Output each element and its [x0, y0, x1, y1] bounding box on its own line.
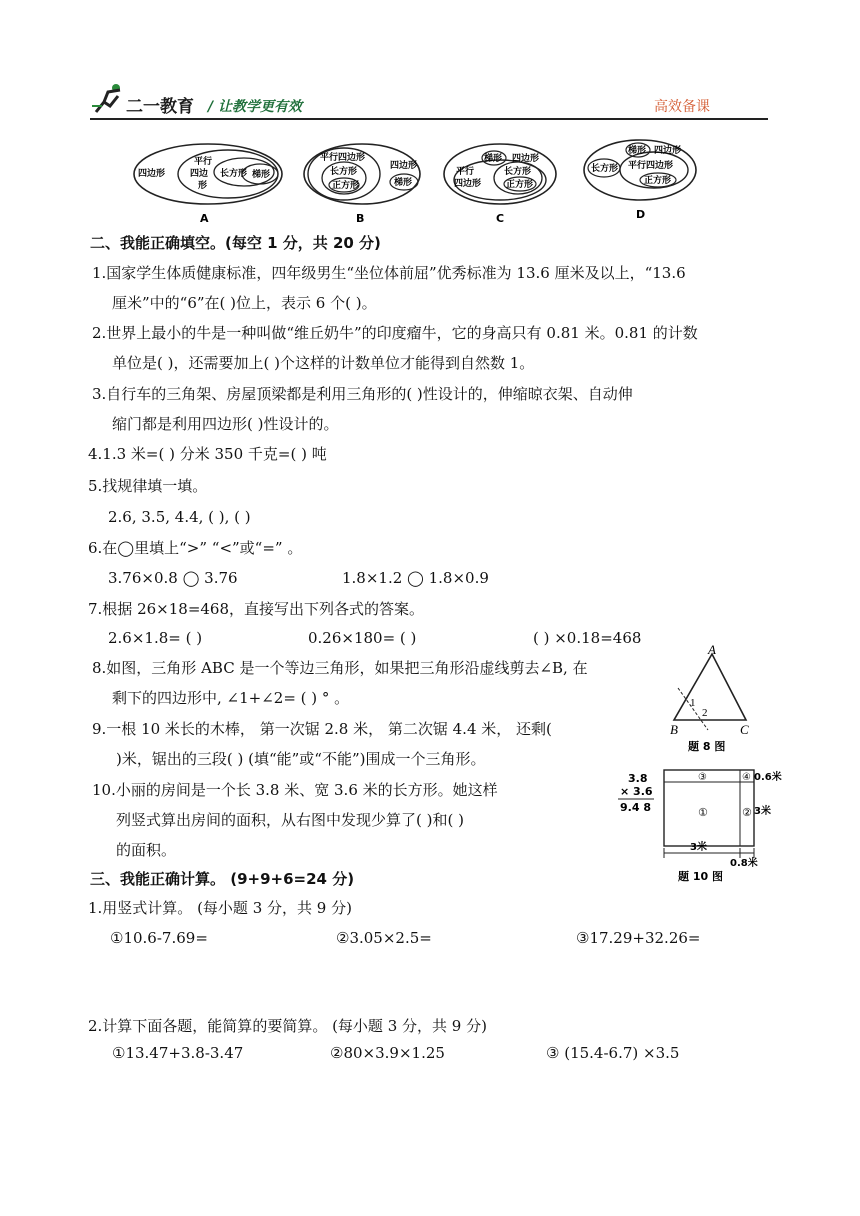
venn-c-mid2: 四边形 [454, 179, 482, 189]
venn-a-mid3: 形 [198, 181, 208, 191]
s3-q2-c: ③ (15.4-6.7) ×3.5 [546, 1044, 680, 1062]
venn-d-mid: 平行四边形 [628, 161, 674, 171]
venn-a-inner: 长方形 [220, 169, 248, 179]
q7-expr2: 0.26×180= ( ) [308, 629, 417, 647]
fig10-calc1: 3.8 [628, 772, 648, 785]
s3-q1: 1.用竖式计算。 (每小题 3 分，共 9 分) [88, 899, 352, 917]
venn-b-inner2: 正方形 [332, 181, 360, 191]
venn-d-top1: 梯形 [628, 146, 647, 156]
venn-b-inner1: 长方形 [330, 167, 358, 177]
s3-q2-a: ①13.47+3.8-3.47 [112, 1044, 244, 1062]
q1-line1: 1.国家学生体质健康标准，四年级男生“坐位体前屈”优秀标准为 13.6 厘米及以上，“13.6 [92, 264, 686, 282]
fig10-caption: 题 10 图 [678, 870, 723, 883]
figure-10-area [604, 764, 784, 884]
figure-8-triangle [660, 640, 760, 756]
venn-d [584, 140, 696, 221]
venn-a-mid1: 平行 [194, 157, 213, 167]
venn-a-side: 梯形 [252, 170, 271, 180]
s3-q1-c: ③17.29+32.26= [576, 929, 701, 947]
s3-q2: 2.计算下面各题，能简算的要简算。 (每小题 3 分，共 9 分) [88, 1017, 487, 1035]
venn-b-side: 梯形 [394, 178, 413, 188]
fig10-region1: ① [698, 806, 708, 819]
venn-c-mid1: 平行 [456, 167, 475, 177]
q4: 4.1.3 米=( ) 分米 350 千克=( ) 吨 [88, 445, 327, 463]
slogan: / 让教学更有效 [208, 99, 302, 115]
fig8-caption: 题 8 图 [688, 740, 726, 753]
q10-line3: 的面积。 [116, 841, 177, 859]
section-2-title: 二、我能正确填空。(每空 1 分，共 20 分) [90, 234, 381, 252]
q1-line2: 厘米”中的“6”在( )位上，表示 6 个( )。 [112, 294, 377, 312]
q3-line1: 3.自行车的三角架、房屋顶梁都是利用三角形的( )性设计的，伸缩晾衣架、自动伸 [92, 385, 633, 403]
venn-c-inner1: 长方形 [504, 167, 532, 177]
venn-b-right: 四边形 [390, 161, 418, 171]
header-right-label: 高效备课 [654, 99, 710, 115]
q8-line1: 8.如图，三角形 ABC 是一个等边三角形，如果把三角形沿虚线剪去∠B, 在 [92, 659, 588, 677]
section-3-title: 三、我能正确计算。 (9+9+6=24 分) [90, 870, 355, 888]
runner-logo-icon [90, 82, 126, 116]
venn-c-label: C [496, 212, 505, 225]
q5: 5.找规律填一填。 [88, 477, 208, 495]
venn-c [444, 144, 556, 225]
s3-q2-b: ②80×3.9×1.25 [330, 1044, 445, 1062]
q7-expr3: ( ) ×0.18=468 [533, 629, 642, 647]
fig8-angle2: 2 [702, 707, 708, 719]
s3-q1-b: ②3.05×2.5= [336, 929, 432, 947]
q2-line1: 2.世界上最小的牛是一种叫做“维丘奶牛”的印度瘤牛，它的身高只有 0.81 米。0.81 的计数 [92, 324, 698, 342]
fig10-calc3: 9.4 8 [620, 801, 651, 814]
venn-b-label: B [356, 212, 365, 225]
q2-line2: 单位是( )，还需要加上( )个这样的计数单位才能得到自然数 1。 [112, 354, 535, 372]
s3-q1-a: ①10.6-7.69= [110, 929, 208, 947]
fig10-bottom1: 3米 [690, 842, 707, 853]
venn-d-top2: 四边形 [654, 146, 682, 156]
q3-line2: 缩门都是利用四边形( )性设计的。 [112, 415, 339, 433]
fig8-angle1: 1 [690, 697, 696, 709]
q7: 7.根据 26×18=468，直接写出下列各式的答案。 [88, 600, 425, 618]
fig10-right: 3米 [754, 806, 771, 817]
fig10-bottom2: 0.8米 [730, 858, 758, 869]
q6-compare1: 3.76×0.8 ◯ 3.76 [108, 569, 238, 587]
venn-b-outer: 平行四边形 [320, 153, 366, 163]
fig10-top-right: 0.6米 [754, 772, 782, 783]
venn-a-label: A [200, 212, 209, 225]
venn-c-inner2: 正方形 [506, 180, 534, 190]
venn-d-inner: 正方形 [644, 176, 672, 186]
fig10-region3: ③ [698, 772, 707, 783]
venn-a-mid2: 四边 [190, 169, 209, 179]
fig10-region2: ② [742, 806, 752, 819]
fig8-A: A [708, 642, 716, 657]
venn-d-label: D [636, 208, 646, 221]
venn-d-left: 长方形 [591, 164, 619, 174]
venn-b [304, 144, 420, 225]
q6: 6.在◯里填上“>” “<”或“=” 。 [88, 539, 303, 557]
q10-line1: 10.小丽的房间是一个长 3.8 米、宽 3.6 米的长方形。她这样 [92, 781, 498, 799]
q7-expr1: 2.6×1.8= ( ) [108, 629, 203, 647]
q5-answers: 2.6, 3.5, 4.4, ( ), ( ) [108, 508, 251, 526]
fig8-C: C [740, 722, 749, 737]
logo-text: 二一教育 [126, 97, 194, 117]
q10-line2: 列竖式算出房间的面积，从右图中发现少算了( )和( ) [116, 811, 464, 829]
fig10-calc2: × 3.6 [620, 785, 653, 798]
q8-line2: 剩下的四边形中, ∠1+∠2= ( ) ° 。 [112, 689, 350, 707]
q9-line2: )米，锯出的三段( ) (填“能”或“不能”)围成一个三角形。 [116, 750, 486, 768]
venn-a [134, 144, 282, 225]
page-header [90, 88, 768, 120]
q6-compare2: 1.8×1.2 ◯ 1.8×0.9 [342, 569, 489, 587]
venn-diagrams [128, 138, 708, 228]
venn-a-outer: 四边形 [138, 169, 166, 179]
fig8-B: B [670, 722, 678, 737]
q9-line1: 9.一根 10 米长的木棒， 第一次锯 2.8 米， 第二次锯 4.4 米， 还剩( [92, 720, 552, 738]
fig10-region4: ④ [742, 772, 751, 783]
venn-c-top2: 四边形 [512, 154, 540, 164]
venn-c-top1: 梯形 [484, 154, 503, 164]
